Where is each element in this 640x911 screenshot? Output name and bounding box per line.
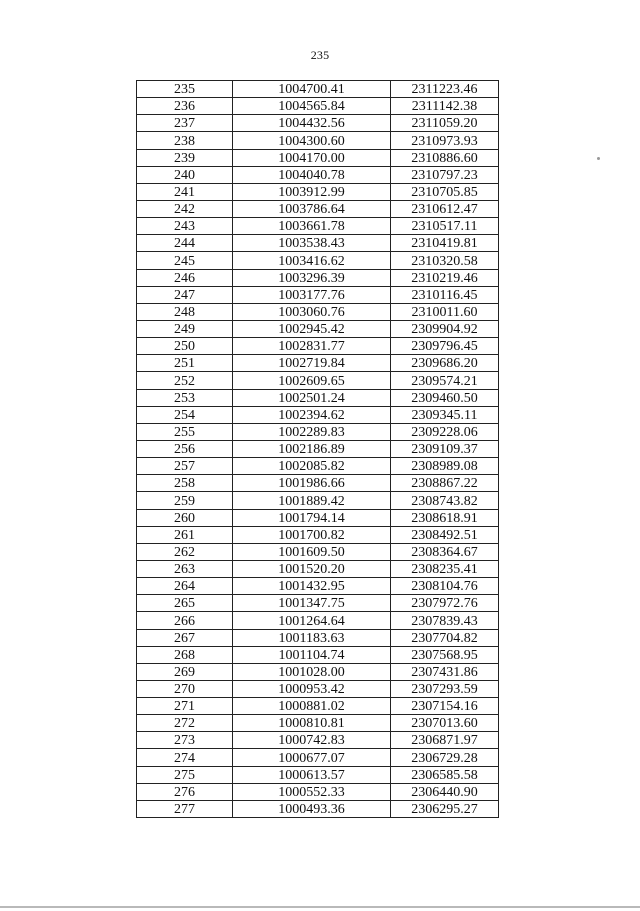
table-row [137,81,499,98]
x-coordinate-cell: 1001986.66 [233,475,391,492]
table-row [137,543,499,560]
y-coordinate-cell: 2306295.27 [391,800,499,817]
x-coordinate-cell: 1003912.99 [233,183,391,200]
point-number-cell: 241 [137,183,233,200]
point-number-cell: 255 [137,423,233,440]
table-row [137,578,499,595]
x-coordinate-cell: 1003177.76 [233,286,391,303]
point-number-cell: 260 [137,509,233,526]
y-coordinate-cell: 2309796.45 [391,338,499,355]
x-coordinate-cell: 1000493.36 [233,800,391,817]
table-row [137,800,499,817]
table-row [137,320,499,337]
point-number-cell: 245 [137,252,233,269]
y-coordinate-cell: 2308867.22 [391,475,499,492]
y-coordinate-cell: 2310320.58 [391,252,499,269]
table-row [137,269,499,286]
x-coordinate-cell: 1000613.57 [233,766,391,783]
point-number-cell: 235 [137,81,233,98]
point-number-cell: 275 [137,766,233,783]
y-coordinate-cell: 2309228.06 [391,423,499,440]
y-coordinate-cell: 2310116.45 [391,286,499,303]
point-number-cell: 269 [137,663,233,680]
point-number-cell: 262 [137,543,233,560]
table-row [137,698,499,715]
x-coordinate-cell: 1001794.14 [233,509,391,526]
x-coordinate-cell: 1004432.56 [233,115,391,132]
x-coordinate-cell: 1003661.78 [233,218,391,235]
table-row [137,252,499,269]
table-row [137,166,499,183]
x-coordinate-cell: 1002085.82 [233,458,391,475]
table-row [137,612,499,629]
point-number-cell: 261 [137,526,233,543]
x-coordinate-cell: 1001889.42 [233,492,391,509]
x-coordinate-cell: 1002186.89 [233,440,391,457]
y-coordinate-cell: 2310705.85 [391,183,499,200]
y-coordinate-cell: 2308743.82 [391,492,499,509]
page-number: 235 [310,48,330,62]
table-row [137,732,499,749]
coordinate-table-body [137,81,499,818]
table-row [137,355,499,372]
x-coordinate-cell: 1003296.39 [233,269,391,286]
x-coordinate-cell: 1002501.24 [233,389,391,406]
point-number-cell: 258 [137,475,233,492]
x-coordinate-cell: 1000810.81 [233,715,391,732]
table-row [137,406,499,423]
point-number-cell: 244 [137,235,233,252]
y-coordinate-cell: 2310797.23 [391,166,499,183]
table-row [137,200,499,217]
y-coordinate-cell: 2306440.90 [391,783,499,800]
table-row [137,646,499,663]
x-coordinate-cell: 1003416.62 [233,252,391,269]
y-coordinate-cell: 2310612.47 [391,200,499,217]
point-number-cell: 271 [137,698,233,715]
x-coordinate-cell: 1001028.00 [233,663,391,680]
table-row [137,526,499,543]
point-number-cell: 268 [137,646,233,663]
y-coordinate-cell: 2307154.16 [391,698,499,715]
table-row [137,98,499,115]
point-number-cell: 238 [137,132,233,149]
y-coordinate-cell: 2309109.37 [391,440,499,457]
y-coordinate-cell: 2308235.41 [391,560,499,577]
x-coordinate-cell: 1001104.74 [233,646,391,663]
y-coordinate-cell: 2307568.95 [391,646,499,663]
table-row [137,115,499,132]
y-coordinate-cell: 2309460.50 [391,389,499,406]
y-coordinate-cell: 2307839.43 [391,612,499,629]
table-row [137,595,499,612]
y-coordinate-cell: 2310517.11 [391,218,499,235]
point-number-cell: 274 [137,749,233,766]
y-coordinate-cell: 2309574.21 [391,372,499,389]
table-row [137,423,499,440]
table-row [137,680,499,697]
table-row [137,509,499,526]
x-coordinate-cell: 1000742.83 [233,732,391,749]
y-coordinate-cell: 2307704.82 [391,629,499,646]
table-row [137,458,499,475]
y-coordinate-cell: 2310419.81 [391,235,499,252]
table-row [137,389,499,406]
x-coordinate-cell: 1000953.42 [233,680,391,697]
y-coordinate-cell: 2307013.60 [391,715,499,732]
table-row [137,372,499,389]
table-row [137,492,499,509]
point-number-cell: 257 [137,458,233,475]
x-coordinate-cell: 1000677.07 [233,749,391,766]
x-coordinate-cell: 1000552.33 [233,783,391,800]
x-coordinate-cell: 1001347.75 [233,595,391,612]
x-coordinate-cell: 1002831.77 [233,338,391,355]
x-coordinate-cell: 1004565.84 [233,98,391,115]
table-row [137,560,499,577]
table-row [137,235,499,252]
y-coordinate-cell: 2308492.51 [391,526,499,543]
x-coordinate-cell: 1003538.43 [233,235,391,252]
point-number-cell: 270 [137,680,233,697]
x-coordinate-cell: 1004170.00 [233,149,391,166]
y-coordinate-cell: 2307972.76 [391,595,499,612]
x-coordinate-cell: 1002945.42 [233,320,391,337]
x-coordinate-cell: 1001183.63 [233,629,391,646]
point-number-cell: 246 [137,269,233,286]
y-coordinate-cell: 2308618.91 [391,509,499,526]
point-number-cell: 236 [137,98,233,115]
y-coordinate-cell: 2307431.86 [391,663,499,680]
y-coordinate-cell: 2308989.08 [391,458,499,475]
y-coordinate-cell: 2306871.97 [391,732,499,749]
table-row [137,629,499,646]
page-bottom-edge [0,906,640,908]
x-coordinate-cell: 1001609.50 [233,543,391,560]
point-number-cell: 252 [137,372,233,389]
table-row [137,766,499,783]
x-coordinate-cell: 1001700.82 [233,526,391,543]
x-coordinate-cell: 1003786.64 [233,200,391,217]
table-row [137,440,499,457]
table-row [137,149,499,166]
y-coordinate-cell: 2309686.20 [391,355,499,372]
point-number-cell: 267 [137,629,233,646]
y-coordinate-cell: 2308364.67 [391,543,499,560]
table-row [137,749,499,766]
table-row [137,183,499,200]
point-number-cell: 250 [137,338,233,355]
y-coordinate-cell: 2311059.20 [391,115,499,132]
point-number-cell: 273 [137,732,233,749]
table-row [137,132,499,149]
x-coordinate-cell: 1001264.64 [233,612,391,629]
scan-artifact [597,157,600,160]
x-coordinate-cell: 1003060.76 [233,303,391,320]
x-coordinate-cell: 1002394.62 [233,406,391,423]
y-coordinate-cell: 2311223.46 [391,81,499,98]
x-coordinate-cell: 1001432.95 [233,578,391,595]
y-coordinate-cell: 2309345.11 [391,406,499,423]
point-number-cell: 272 [137,715,233,732]
point-number-cell: 247 [137,286,233,303]
point-number-cell: 253 [137,389,233,406]
y-coordinate-cell: 2306729.28 [391,749,499,766]
y-coordinate-cell: 2311142.38 [391,98,499,115]
point-number-cell: 243 [137,218,233,235]
table-row [137,715,499,732]
y-coordinate-cell: 2309904.92 [391,320,499,337]
point-number-cell: 277 [137,800,233,817]
point-number-cell: 251 [137,355,233,372]
x-coordinate-cell: 1004040.78 [233,166,391,183]
x-coordinate-cell: 1004700.41 [233,81,391,98]
x-coordinate-cell: 1002289.83 [233,423,391,440]
point-number-cell: 266 [137,612,233,629]
point-number-cell: 264 [137,578,233,595]
point-number-cell: 237 [137,115,233,132]
y-coordinate-cell: 2310973.93 [391,132,499,149]
x-coordinate-cell: 1002609.65 [233,372,391,389]
point-number-cell: 240 [137,166,233,183]
table-row [137,286,499,303]
coordinate-table [136,80,499,818]
point-number-cell: 249 [137,320,233,337]
y-coordinate-cell: 2310011.60 [391,303,499,320]
point-number-cell: 254 [137,406,233,423]
table-row [137,475,499,492]
y-coordinate-cell: 2306585.58 [391,766,499,783]
table-row [137,303,499,320]
table-row [137,663,499,680]
point-number-cell: 265 [137,595,233,612]
table-row [137,218,499,235]
x-coordinate-cell: 1002719.84 [233,355,391,372]
y-coordinate-cell: 2310886.60 [391,149,499,166]
point-number-cell: 239 [137,149,233,166]
table-row [137,783,499,800]
point-number-cell: 242 [137,200,233,217]
point-number-cell: 263 [137,560,233,577]
point-number-cell: 259 [137,492,233,509]
x-coordinate-cell: 1001520.20 [233,560,391,577]
point-number-cell: 256 [137,440,233,457]
table-row [137,338,499,355]
x-coordinate-cell: 1004300.60 [233,132,391,149]
x-coordinate-cell: 1000881.02 [233,698,391,715]
y-coordinate-cell: 2310219.46 [391,269,499,286]
point-number-cell: 248 [137,303,233,320]
y-coordinate-cell: 2308104.76 [391,578,499,595]
y-coordinate-cell: 2307293.59 [391,680,499,697]
point-number-cell: 276 [137,783,233,800]
